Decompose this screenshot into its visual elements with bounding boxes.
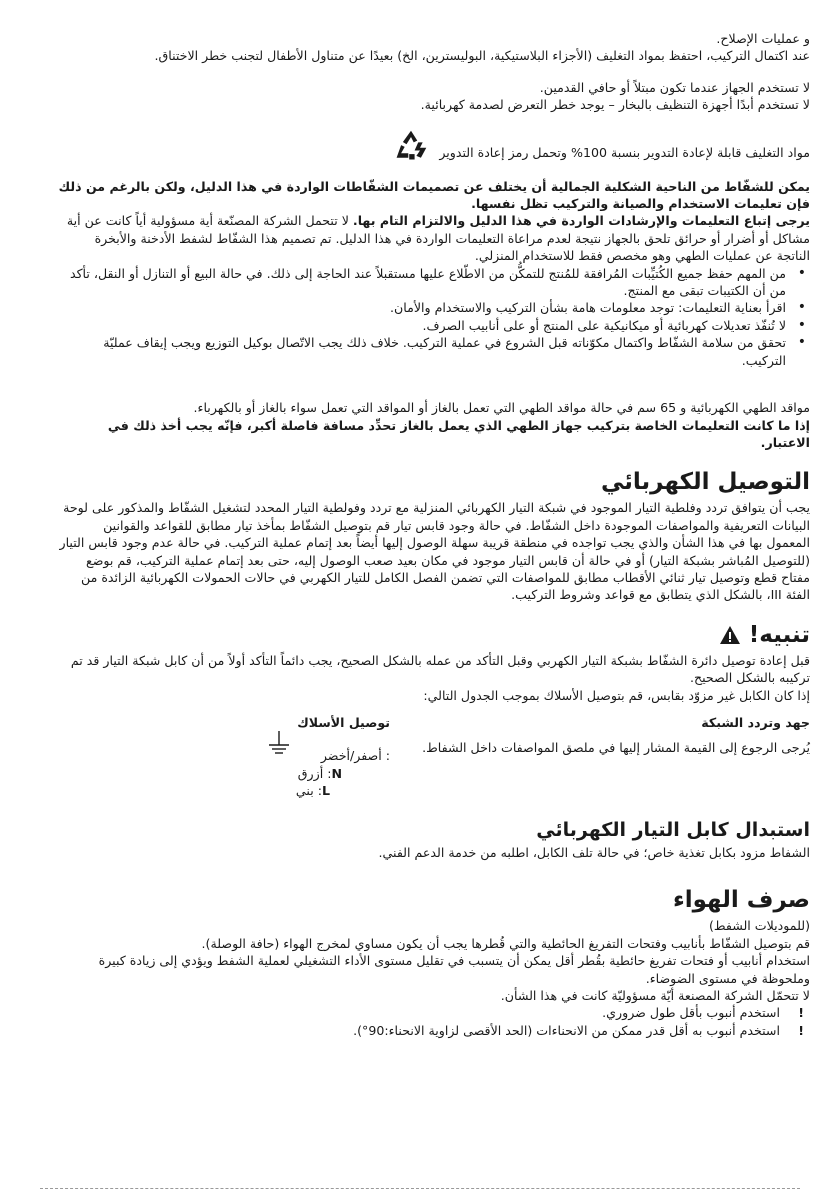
air-extraction-title: صرف الهواء [672,887,810,914]
voltage-column-text: يُرجى الرجوع إلى القيمة المشار إليها في ملصق المواصفات داخل الشفاط. [422,740,810,756]
list-item: • اقرأ بعناية التعليمات: توجد معلومات هامة بشأن التركيب والاستخدام والأمان. [58,299,810,316]
list-item: • لا تُنفّذ تعديلات كهربائية أو ميكانيكية على المنتج أو على أنابيب الصرف. [58,317,810,334]
wire-code-n: N [331,765,342,781]
list-item: ! استخدم أنبوب به أقل قدر ممكن من الانحناءات (الحد الأقصى لزاوية الانحناء:90°). [58,1022,810,1039]
follow-instructions-note [58,212,810,264]
list-item: ! استخدم أنبوب بأقل طول ضروري. [58,1004,810,1021]
air-extraction-subtitle: (للموديلات الشفط) [708,918,810,934]
voltage-column [410,714,810,757]
follow-instructions-rest: لا تتحمل الشركة المصنّعة أية مسؤولية أياً كانت عن أية مشاكل أو أضرار أو حرائق تلحق بالجهاز نتيجة لعدم مراعاة التعليمات الواردة في هذا الدليل. تم تصميم هذا الشفّاط لشفط الأدخنة والأبخرة الناتجة عن عمليات الطهي وهو مخصص فقط للاستخدام المنزلي. [66,213,810,264]
distance-note-bold: إذا ما كانت التعليمات الخاصة بتركيب جهاز الطهي الذي يعمل بالغاز تحدِّد مسافة فاصلة أكبر، فإنّه يجب أخذ ذلك في الاعتبار. [107,417,810,450]
install-note-1: و عمليات الإصلاح. [716,31,810,46]
recycle-text: مواد التغليف قابلة لإعادة التدوير بنسبة 100% وتحمل رمز إعادة التدوير [439,145,810,161]
wires-column-title: توصيل الأسلاك [297,714,390,730]
warning-triangle-icon [719,625,741,645]
air-extraction-line-1: قم بتوصيل الشفّاط بأنابيب وفتحات التفريغ الحائطية والتي قُطرها يجب أن يكون مساوي لمخرج الهواء (حافة الوصلة). [201,935,810,951]
wires-column [190,714,390,800]
air-extraction-line-2: استخدام أنابيب أو فتحات تفريغ حائطية بقُطر أقل يمكن أن يتسبب في تقليل مستوى الأداء التشغيلي لعملية الشفط ويؤدي إلى زيادة كبيرة وملحوظة في مستوى الضوضاء. [98,953,810,986]
electrical-connection-title: التوصيل الكهربائي [600,469,810,496]
warning-text-1: قبل إعادة توصيل دائرة الشفّاط بشبكة التيار الكهربي وقبل التأكد من عمله بالشكل الصحيح، يجب دائماً التأكد أولاً من أن كابل شبكة التيار قد تم تركيبه بالشكل الصحيح. [70,652,810,686]
warning-title: تنبيه! [748,621,810,648]
manual-page [58,30,810,1039]
follow-instructions-bold: يرجى إتباع التعليمات والإرشادات الواردة في هذا الدليل والالتزام التام بها. [352,213,810,229]
warning-heading [58,618,810,652]
recycle-icon [393,128,429,164]
ground-symbol-icon [264,729,294,759]
warning-text-2: إذا كان الكابل غير مزوّد بقابس، قم بتوصيل الأسلاك بموجب الجدول التالي: [423,687,810,703]
wiring-table [58,714,810,799]
cable-replacement-title: استبدال كابل التيار الكهربائي [536,818,810,841]
list-item: • من المهم حفظ جميع الكُتيِّبات المُرافقة للمُنتج للتمكُّن من الاطّلاع عليها مستقبلاً عند الحاجة إلى ذلك. في حالة البيع أو التنازل أو النقل، تأكد من أن الكتيبات تبقى مع المنتج. [58,265,810,300]
wire-row-l [190,782,390,799]
install-note-2: عند اكتمال التركيب، احتفظ بمواد التغليف (الأجزاء البلاستيكية، البوليسترين، الخ) بعيدًا عن متناول الأطفال لتجنب خطر الاختناق. [154,48,810,64]
design-variation-note: يمكن للشفّاط من الناحية الشكلية الجمالية أن يختلف عن تصميمات الشفّاطات الواردة في هذا الدليل، ولكن بالرغم من ذلك فإن تعليمات الاستخدام والصيانة والتركيب تظل نفسها. [58,178,810,212]
recycle-row [58,128,810,164]
wire-label-l: : بني [295,783,322,799]
distance-note: مواقد الطهي الكهربائية و 65 سم في حالة مواقد الطهي التي تعمل بالغاز أو المواقد التي تعمل سواء بالغاز أو بالكهرباء. [193,400,810,416]
precautions-list [58,265,810,369]
wire-row-n [190,765,390,782]
air-extraction-line-3: لا تتحمّل الشركة المصنعة أيّة مسؤوليّة كانت في هذا الشأن. [500,988,810,1003]
list-item: • تحقق من سلامة الشفّاط واكتمال مكوّناته قبل الشروع في عملية التركيب. خلاف ذلك يجب الاتّصال بوكيل التوزيع ويجب إيقاف عمليّة التركيب. [58,334,810,369]
wire-label-n: : أزرق [297,765,332,781]
duct-tips-list [58,1004,810,1039]
wire-code-l: L [321,783,330,799]
ground-wire-label: : أصفر/أخضر [320,748,390,764]
page-bottom-rule [40,1188,800,1189]
voltage-column-title: جهد وتردد الشبكة [701,714,810,730]
cable-replacement-body: الشفاط مزود بكابل تغذية خاص؛ في حالة تلف الكابل، اطلبه من خدمة الدعم الفني. [378,844,810,860]
safety-note-2: لا تستخدم أبدًا أجهزة التنظيف بالبخار – يوجد خطر التعرض لصدمة كهربائية. [420,97,810,113]
safety-note-1: لا تستخدم الجهاز عندما تكون مبتلاً أو حافي القدمين. [539,79,810,95]
electrical-connection-body: يجب أن يتوافق تردد وفلطية التيار الموجود في شبكة التيار الكهربائي المنزلية مع تردد وفولطية التيار المحدد لتشغيل الشفّاط والمذكور على لوحة البيانات التعريفية والمواصفات الموجودة داخل الشفّاط. في حالة وجود قابس تيار قم بتوصيل الشفّاط بمأخذ تيار مطابق للقواعد والقوانين المعمول بها في هذا الشأن والذي يجب تواجده في منطقة قريبة سهلة الوصول إليها أيضاً بعد إتمام عملية التركيب. في حالة عدم وجود قابس التيار (للتوصيل المُباشر بشبكة التيار) أو في حالة أن قابس التيار موجود في مكان بعيد صعب الوصول إليه، حتى بعد إتمام عملية التركيب، قم بوضع مفتاح قطع وتوصيل تيار ثنائي الأقطاب مطابق للمواصفات التي تضمن الفصل الكامل للتيار الكهربي في حالات الحمولات الكهربائية الزائدة من الفئة III، بالشكل الذي يتطابق مع قواعد وشروط التركيب. [59,500,810,603]
